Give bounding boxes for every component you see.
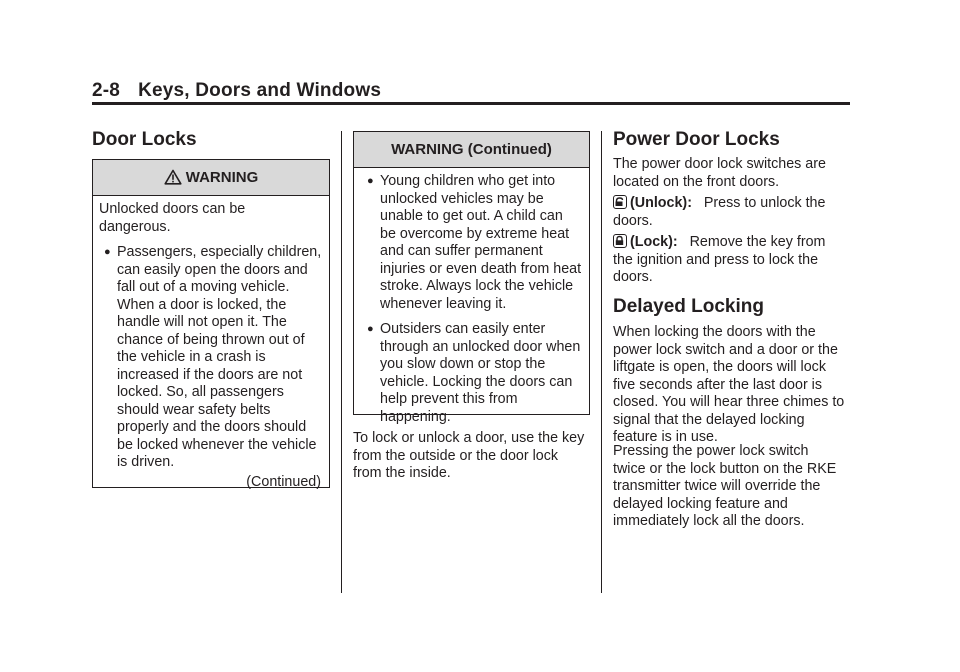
column-divider-2 — [601, 131, 602, 593]
bullet-icon: ● — [104, 246, 111, 258]
warning-header — [93, 160, 329, 196]
warning-continued-box — [353, 131, 590, 425]
column-divider-1 — [341, 131, 342, 593]
warning-bullet-1 — [362, 173, 582, 313]
warning-box — [92, 159, 330, 488]
warning-continued-header: WARNING (Continued) — [354, 132, 589, 168]
bullet-icon: ● — [367, 175, 374, 187]
power-door-locks-title: Power Door Locks — [613, 129, 780, 150]
warning-body — [93, 196, 329, 491]
lock-unlock-paragraph: To lock or unlock a door, use the key from the outside or the door lock from the inside. — [353, 430, 585, 481]
warning-bullet-2 — [362, 321, 582, 426]
page-number: 2-8 — [92, 80, 121, 101]
lock-text: Remove the key from the ignition and press to lock the doors. — [613, 234, 826, 285]
delayed-locking-paragraph-1: When locking the doors with the power lock switch and a door or the liftgate is open, the doors will lock five seconds after the last door is closed. You will hear three chimes to signal that the delayed locking feature is in use. — [613, 324, 845, 445]
running-header — [92, 80, 381, 102]
lock-label: (Lock): — [630, 234, 678, 250]
unlock-icon — [613, 195, 627, 209]
delayed-locking-paragraph-2: Pressing the power lock switch twice or the lock button on the RKE transmitter twice will override the delayed locking feature and immediately lock all the doors. — [613, 443, 837, 529]
bullet-icon: ● — [367, 323, 374, 335]
power-door-locks-intro: The power door lock switches are located on the front doors. — [613, 156, 826, 190]
warning-bullet — [99, 244, 322, 472]
warning-bullet-2-text: Outsiders can easily enter through an unlocked door when you slow down or stop the vehicle. Locking the doors can help prevent this from happening. — [380, 321, 581, 425]
warning-intro: Unlocked doors can be dangerous. — [99, 201, 246, 235]
unlock-text: Press to unlock the doors. — [613, 195, 826, 229]
warning-bullet-text: Passengers, especially children, can easily open the doors and fall out of a moving vehicle. When a door is locked, the handle will not open it. The chance of being thrown out of the vehicle in a crash is increased if the doors are not locked. So, all passengers should wear safety belts properly and the doors should be locked whenever the vehicle is driven. — [117, 244, 322, 470]
warning-bullet-1-text: Young children who get into unlocked vehicles may be unable to get out. A child can be overcome by extreme heat and can suffer permanent injuries or even death from heat stroke. Always lock the vehicle whenever leaving it. — [380, 173, 582, 312]
section-title: Keys, Doors and Windows — [138, 80, 382, 101]
unlock-label: (Unlock): — [630, 195, 692, 211]
warning-triangle-icon — [164, 169, 182, 185]
unlock-description — [613, 195, 845, 230]
continued-label: (Continued) — [246, 473, 321, 490]
warning-heading: WARNING — [185, 169, 259, 186]
header-rule — [92, 102, 850, 105]
warning-continued-body — [354, 168, 589, 426]
delayed-locking-title: Delayed Locking — [613, 296, 764, 317]
door-locks-title: Door Locks — [92, 129, 197, 150]
lock-description — [613, 234, 845, 287]
lock-icon — [613, 234, 627, 248]
